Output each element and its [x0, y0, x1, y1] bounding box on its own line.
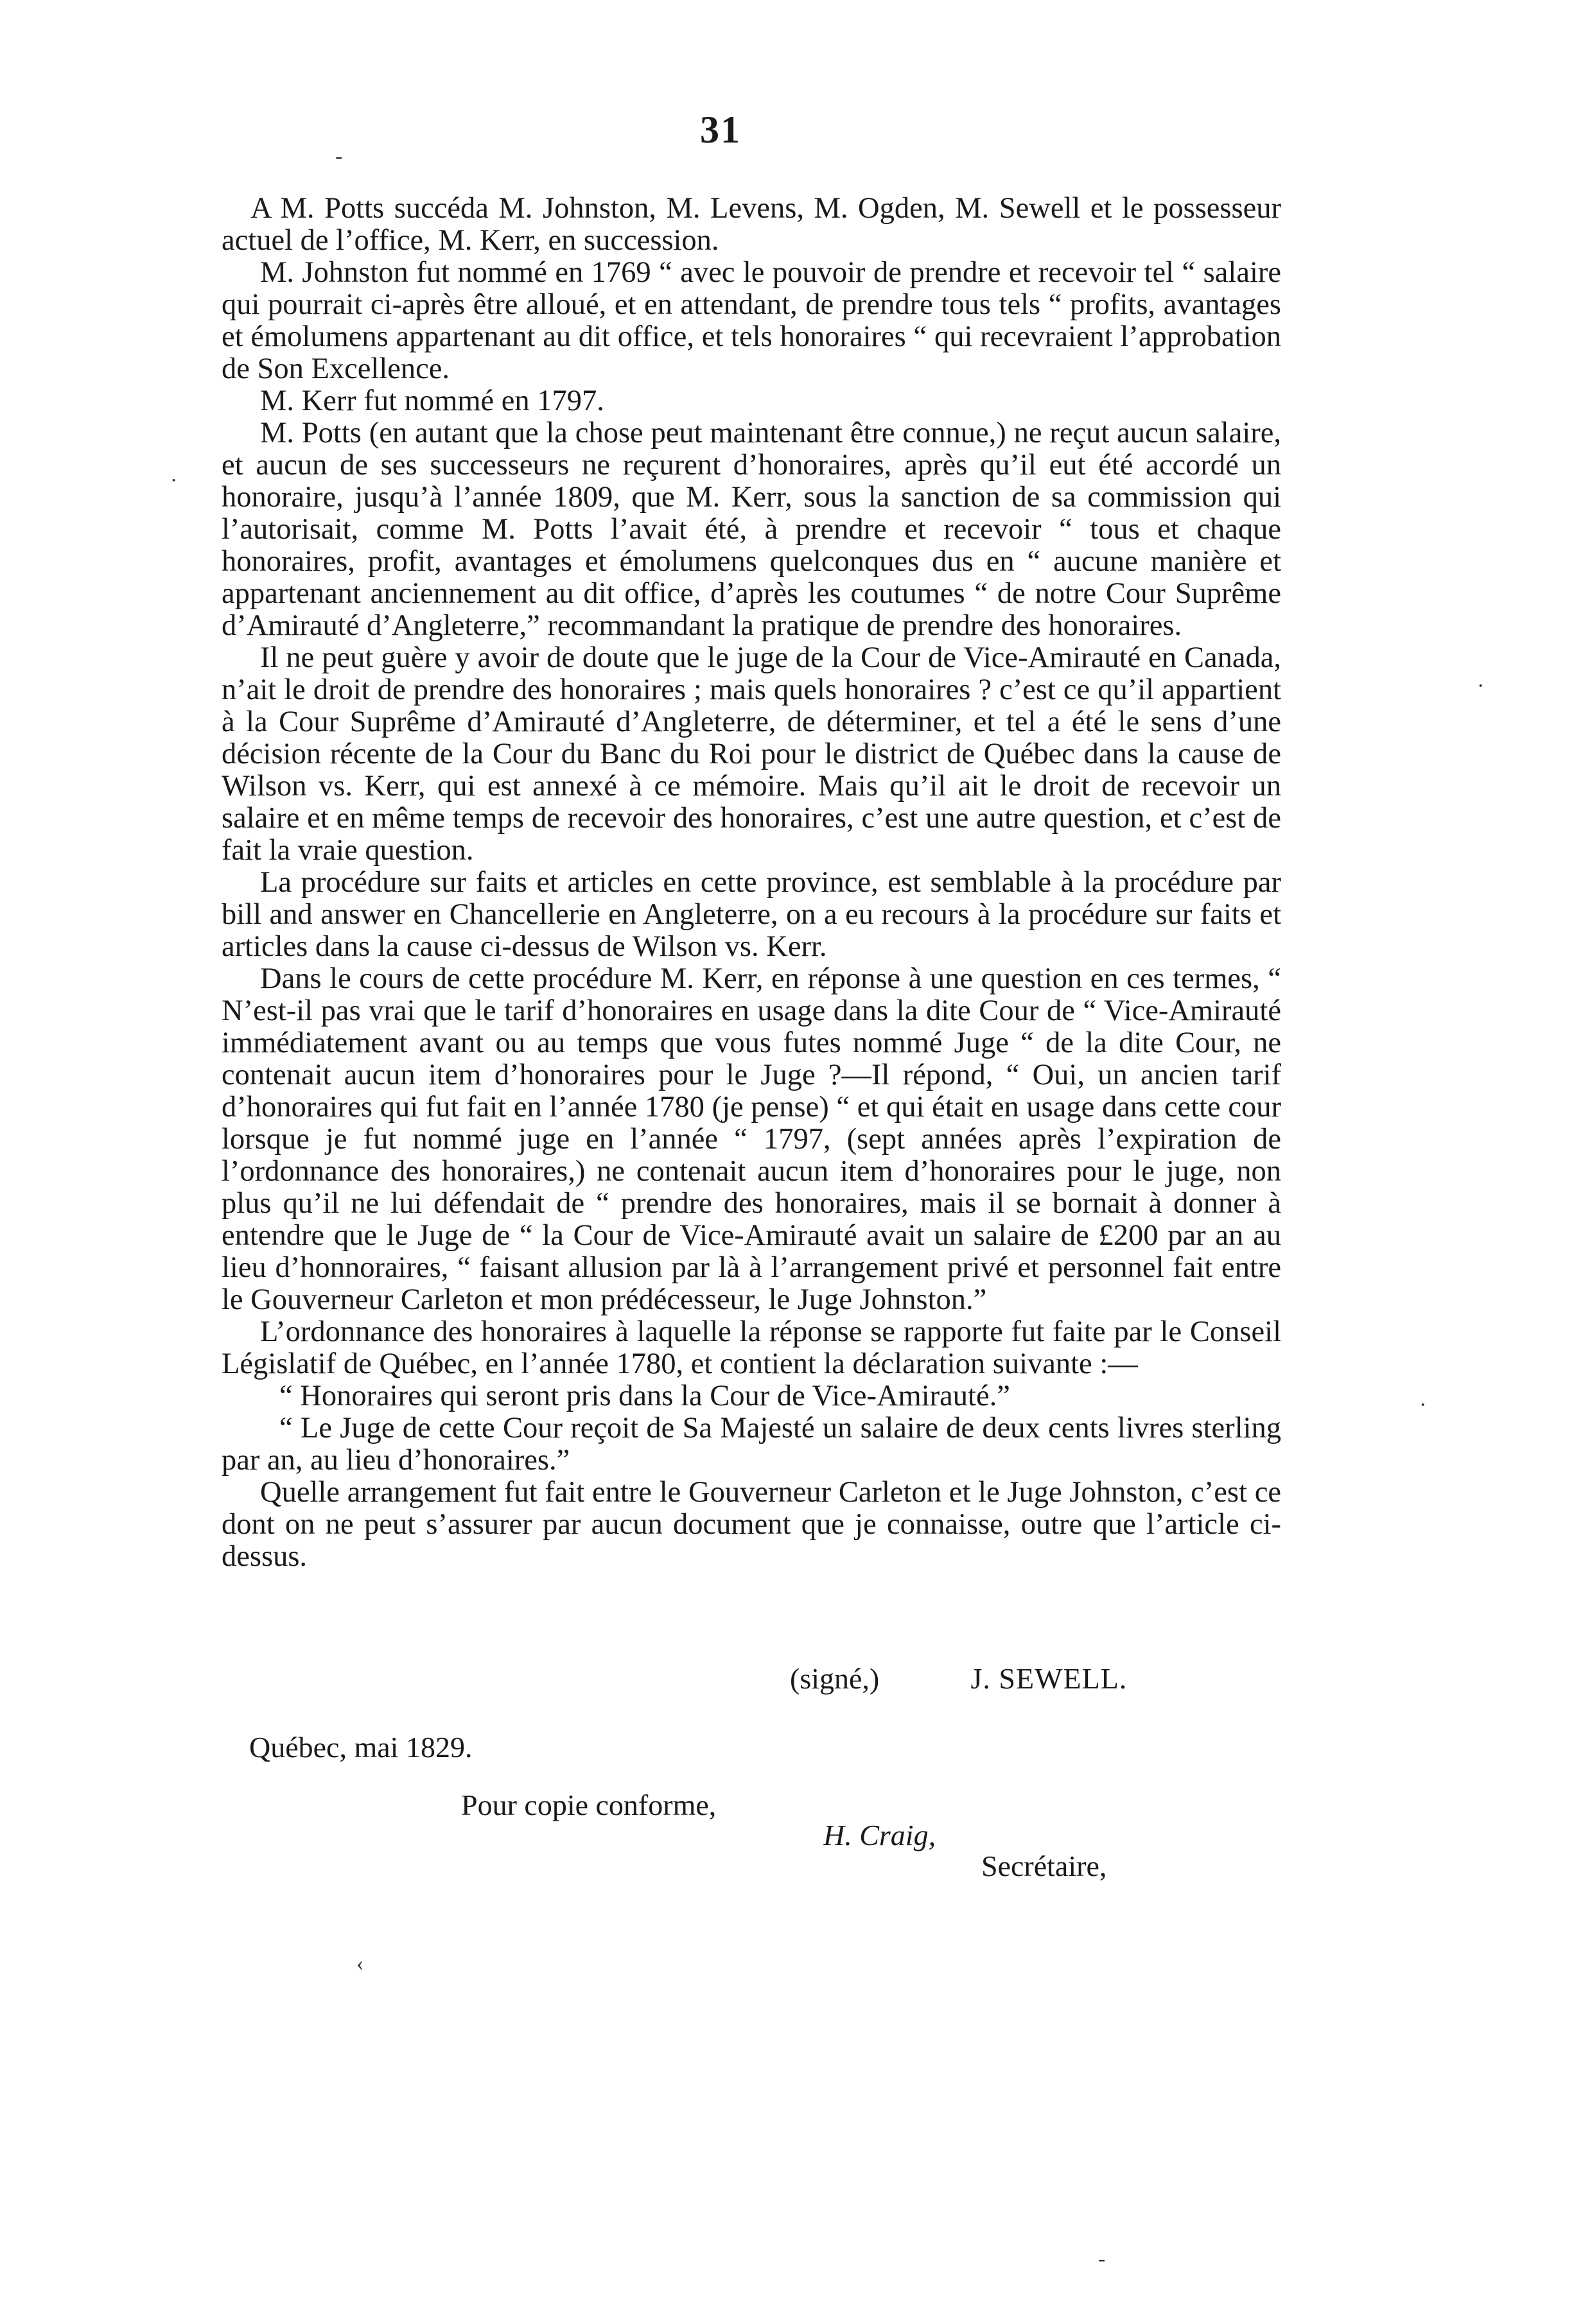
signature-block: [790, 1661, 1127, 1695]
quote-line-fees-title: “ Honoraires qui seront pris dans la Cour de Vice-Amirauté.”: [279, 1380, 1010, 1412]
quote-line-salary: “ Le Juge de cette Cour reçoit de Sa Majesté un salaire de deux cents livres sterling par an, au lieu d’honoraires.”: [222, 1412, 1281, 1477]
print-speck: ·: [1477, 674, 1485, 698]
paragraph-closing: Quelle arrangement fut fait entre le Gouverneur Carleton et le Juge Johnston, c’est ce dont on ne peut s’assurer par aucun document que je connaisse, outre que l’article ci-dessus.: [222, 1476, 1281, 1573]
page-number: 31: [700, 108, 741, 151]
paragraph-procedure: La procédure sur faits et articles en cette province, est semblable à la procédure par bill and answer en Chancellerie en Angleterre, on a eu recours à la procédure sur faits et articles dans la cause ci-dessus de Wilson vs. Kerr.: [222, 866, 1281, 963]
secretary-title: Secrétaire,: [981, 1850, 1107, 1882]
paragraph-potts-salary: M. Potts (en autant que la chose peut maintenant être connue,) ne reçut aucun salaire, et aucun de ses successeurs ne reçurent d’honoraires, après qu’il eut été accordé un honoraire, jusqu’à l’année 1809, que M. Kerr, sous la sanction de sa commission qui l’autorisait, comme M. Potts l’avait été, à prendre et recevoir “ tous et chaque honoraires, profit, avantages et émolumens quelconques dus en “ aucune manière et appartenant anciennement au dit office, d’après les coutumes “ de notre Cour Suprême d’Amirauté d’Angleterre,” recommandant la pratique de prendre des honoraires.: [222, 417, 1281, 642]
paragraph-johnston-appointment: M. Johnston fut nommé en 1769 “ avec le pouvoir de prendre et recevoir tel “ salaire qui pourrait ci-après être alloué, et en attendant, de prendre tous tels “ profits, avantages et émolumens appartenant au dit office, et tels honoraires “ qui recevraient l’approbation de Son Excellence.: [222, 256, 1281, 385]
signer-name: J. SEWELL.: [970, 1662, 1128, 1695]
paragraph-succession: A M. Potts succéda M. Johnston, M. Levens, M. Ogden, M. Sewell et le possesseur actuel de l’office, M. Kerr, en succession.: [222, 192, 1281, 257]
signed-label: (signé,): [790, 1662, 880, 1695]
paragraph-judge-rights: Il ne peut guère y avoir de doute que le juge de la Cour de Vice-Amirauté en Canada, n’ait le droit de prendre des honoraires ; mais quels honoraires ? c’est ce qu’il appartient à la Cour Suprême d’Amirauté d’Angleterre, de déterminer, et tel a été le sens d’une décision récente de la Cour du Banc du Roi pour le district de Québec dans la cause de Wilson vs. Kerr, qui est annexé à ce mémoire. Mais qu’il ait le droit de recevoir un salaire et en même temps de recevoir des honoraires, c’est une autre question, et c’est de fait la vraie question.: [222, 641, 1281, 867]
print-speck: ·: [1419, 1393, 1427, 1417]
place-date: Québec, mai 1829.: [249, 1731, 473, 1764]
print-speck: -: [1098, 2247, 1106, 2271]
paragraph-kerr-answer: Dans le cours de cette procédure M. Kerr, en réponse à une question en ces termes, “ N’est-il pas vrai que le tarif d’honoraires en usage dans la dite Cour de “ Vice-Amirauté immédiatement avant ou au temps que vous futes nommé Juge “ de la dite Cour, ne contenait aucun item d’honoraires pour le Juge ?—Il répond, “ Oui, un ancien tarif d’honoraires qui fut fait en l’année 1780 (je pense) “ et qui était en usage dans cette cour lorsque je fut nommé juge en l’année “ 1797, (sept années après l’expiration de l’ordonnance des honoraires,) ne contenait aucun item d’honoraires pour le juge, non plus qu’il ne lui défendait de “ prendre des honoraires, mais il se bornait à donner à entendre que le Juge de “ la Cour de Vice-Amirauté avait un salaire de £200 par an au lieu d’honnoraires, “ faisant allusion par là à l’arrangement privé et personnel fait entre le Gouverneur Carleton et mon prédécesseur, le Juge Johnston.”: [222, 962, 1281, 1316]
print-speck: ‹: [356, 1952, 364, 1975]
print-speck: ·: [170, 469, 178, 492]
paragraph-kerr-appointment: M. Kerr fut nommé en 1797.: [260, 385, 604, 417]
copy-note: Pour copie conforme,: [461, 1789, 717, 1821]
paragraph-ordinance: L’ordonnance des honoraires à laquelle la réponse se rapporte fut faite par le Conseil Législatif de Québec, en l’année 1780, et contient la déclaration suivante :—: [222, 1315, 1281, 1380]
document-body: [222, 193, 1281, 1573]
print-speck: -: [335, 144, 343, 168]
secretary-name: H. Craig,: [823, 1819, 936, 1851]
